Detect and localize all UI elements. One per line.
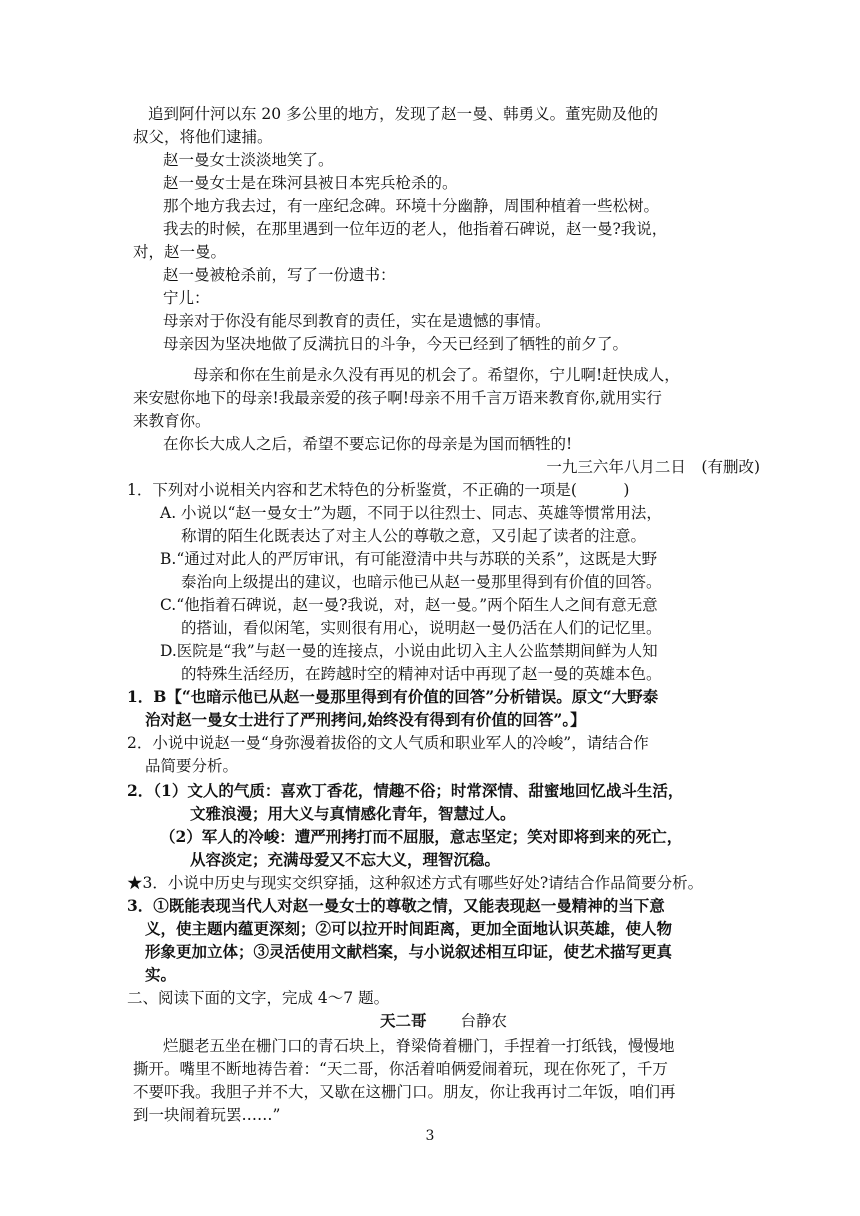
passage-line: 烂腿老五坐在栅门口的青石块上，脊梁倚着栅门，手捏着一打纸钱，慢慢地 — [163, 1037, 675, 1055]
question-1-stem: 1．下列对小说相关内容和艺术特色的分析鉴赏，不正确的一项是( ) — [127, 481, 630, 499]
section-heading: 二、阅读下面的文字，完成 4～7 题。 — [127, 989, 390, 1007]
story-line: 我去的时候，在那里遇到一位年迈的老人，他指着石碑说，赵一曼?我说， — [163, 220, 668, 238]
passage-title-line — [0, 1010, 860, 1032]
page-number: 3 — [425, 1128, 435, 1144]
story-line: 对，赵一曼。 — [133, 243, 227, 261]
letter-line: 母亲因为坚决地做了反满抗日的斗争，今天已经到了牺牲的前夕了。 — [163, 335, 629, 353]
answer-3: 形象更加立体；③灵活使用文献档案，与小说叙述相互印证，使艺术描写更真 — [145, 942, 673, 961]
letter-line: 母亲对于你没有能尽到教育的责任，实在是遗憾的事情。 — [163, 312, 551, 330]
passage-line: 撕开。嘴里不断地祷告着：“天二哥，你活着咱俩爱闹着玩，现在你死了，千万 — [133, 1060, 668, 1078]
story-line: 追到阿什河以东 20 多公里的地方，发现了赵一曼、韩勇义。董宪勋及他的 — [148, 105, 659, 123]
story-line: 赵一曼女士淡淡地笑了。 — [163, 151, 334, 169]
story-line: 赵一曼被枪杀前，写了一份遗书： — [163, 266, 396, 284]
option-b: B.“通过对此人的严厉审讯，有可能澄清中共与苏联的关系”，这既是大野 — [160, 550, 658, 568]
option-c: C.“他指着石碑说，赵一曼?我说，对，赵一曼。”两个陌生人之间有意无意 — [160, 596, 658, 614]
letter-line: 来教育你。 — [133, 412, 211, 430]
letter-line: 母亲和你在生前是永久没有再见的机会了。希望你，宁儿啊!赶快成人， — [193, 366, 680, 384]
passage-line: 不要吓我。我胆子并不大，又歇在这栅门口。朋友，你让我再讨二年饭，咱们再 — [133, 1083, 676, 1101]
passage-title: 天二哥 — [380, 1011, 427, 1030]
answer-2: （2）军人的冷峻：遭严刑拷打而不屈服，意志坚定；笑对即将到来的死亡， — [160, 827, 683, 846]
answer-1: 治对赵一曼女士进行了严刑拷问,始终没有得到有价值的回答”。】 — [145, 710, 586, 729]
passage-author: 台静农 — [460, 1012, 508, 1030]
option-d: 的特殊生活经历，在跨越时空的精神对话中再现了赵一曼的英雄本色。 — [181, 665, 662, 683]
option-a: A. 小说以“赵一曼女士”为题，不同于以往烈士、同志、英雄等惯常用法， — [160, 504, 662, 522]
passage-line: 到一块闹着玩罢……” — [133, 1106, 281, 1124]
option-a: 称谓的陌生化既表达了对主人公的尊敬之意，又引起了读者的注意。 — [181, 527, 647, 545]
story-line: 赵一曼女士是在珠河县被日本宪兵枪杀的。 — [163, 174, 458, 192]
answer-2: 文雅浪漫；用大义与真情感化青年，智慧过人。 — [190, 804, 516, 823]
question-2-stem: 品简要分析。 — [145, 757, 239, 775]
question-2-stem: 2．小说中说赵一曼“身弥漫着拔俗的文人气质和职业军人的冷峻”，请结合作 — [127, 734, 649, 752]
letter-line: 在你长大成人之后，希望不要忘记你的母亲是为国而牺牲的! — [163, 435, 573, 453]
question-3-stem: ★3．小说中历史与现实交织穿插，这种叙述方式有哪些好处?请结合作品简要分析。 — [127, 874, 704, 892]
answer-3: 义，使主题内蕴更深刻；②可以拉开时间距离，更加全面地认识英雄，使人物 — [145, 919, 673, 938]
answer-2: 从容淡定；充满母爱又不忘大义，理智沉稳。 — [190, 850, 501, 869]
option-b: 泰治向上级提出的建议，也暗示他已从赵一曼那里得到有价值的回答。 — [181, 573, 662, 591]
story-line: 那个地方我去过，有一座纪念碑。环境十分幽静，周围种植着一些松树。 — [163, 197, 660, 215]
answer-3: 实。 — [145, 965, 177, 984]
answer-3: 3．①既能表现当代人对赵一曼女士的尊敬之情，又能表现赵一曼精神的当下意 — [127, 896, 665, 915]
option-c: 的搭讪，看似闲笔，实则很有用心，说明赵一曼仍活在人们的记忆里。 — [181, 619, 662, 637]
letter-line: 来安慰你地下的母亲!我最亲爱的孩子啊!母亲不用千言万语来教育你,就用实行 — [133, 389, 662, 407]
letter-salutation: 宁儿： — [163, 289, 210, 307]
answer-1: 1．B【“也暗示他已从赵一曼那里得到有价值的回答”分析错误。原文“大野泰 — [127, 687, 659, 706]
option-d: D.医院是“我”与赵一曼的连接点，小说由此切入主人公监禁期间鲜为人知 — [160, 642, 658, 660]
story-line: 叔父，将他们逮捕。 — [133, 128, 273, 146]
letter-date: 一九三六年八月二日 (有删改) — [546, 458, 760, 476]
answer-2: 2．（1）文人的气质：喜欢丁香花，情趣不俗；时常深情、甜蜜地回忆战斗生活， — [127, 781, 684, 800]
